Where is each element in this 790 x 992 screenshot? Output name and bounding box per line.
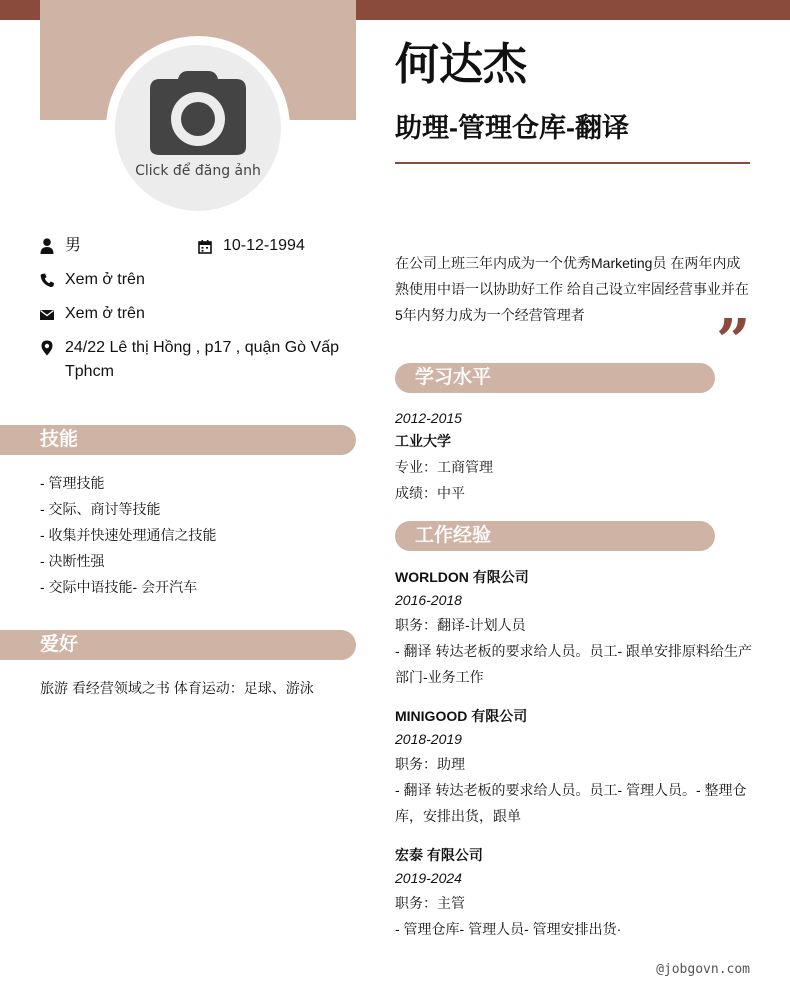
phone-value: Xem ở trên	[65, 271, 145, 288]
job-role: 职务：助理	[395, 756, 465, 772]
objective-line: 5年内努力成为一个经营管理者	[395, 307, 585, 323]
job-description: 库，安排出货，跟单	[395, 808, 521, 824]
gender-value: 男	[65, 237, 82, 254]
hobbies-heading: 爱好	[0, 630, 356, 660]
email-value: Xem ở trên	[65, 305, 145, 322]
objective-line: 在公司上班三年内成为一个优秀Marketing员 在两年内成	[395, 255, 741, 271]
camera-icon	[148, 69, 248, 157]
birthday-row	[198, 234, 356, 258]
job-period: 2018-2019	[395, 731, 462, 747]
job-role: 职务：翻译-计划人员	[395, 617, 526, 633]
job-period: 2019-2024	[395, 870, 462, 886]
job-description: - 翻译 转达老板的要求给人员。员工- 管理人员。- 整理仓	[395, 782, 747, 798]
quote-icon: ”	[716, 307, 751, 377]
watermark: @jobgovn.com	[656, 962, 750, 977]
skill-item: - 交际、商讨等技能	[40, 501, 161, 517]
title-divider	[395, 162, 750, 164]
education-grade: 成绩：中平	[395, 485, 465, 501]
job-period: 2016-2018	[395, 592, 462, 608]
address-row	[40, 336, 356, 384]
email-row	[40, 302, 356, 326]
job-role: 职务：主管	[395, 895, 465, 911]
calendar-icon	[198, 239, 212, 255]
job-company: MINIGOOD 有限公司	[395, 708, 528, 724]
job-company: 宏泰 有限公司	[395, 847, 483, 863]
education-heading: 学习水平	[395, 363, 715, 393]
address-line-1: 24/22 Lê thị Hồng , p17 , quận Gò Vấp	[65, 339, 339, 356]
skills-heading: 技能	[0, 425, 356, 455]
phone-icon	[40, 272, 54, 288]
education-period: 2012-2015	[395, 410, 462, 426]
address-line-2: Tphcm	[65, 363, 114, 380]
envelope-icon	[40, 308, 54, 324]
candidate-name: 何达杰	[395, 40, 527, 89]
objective-text	[395, 250, 755, 328]
user-icon	[40, 238, 54, 254]
experience-heading: 工作经验	[395, 521, 715, 551]
objective-line: 熟使用中语一以协助好工作 给自己设立牢固经营事业并在	[395, 281, 749, 297]
job-description: - 翻译 转达老板的要求给人员。员工- 跟单安排原料给生产	[395, 643, 752, 659]
phone-row	[40, 268, 356, 292]
map-pin-icon	[40, 340, 54, 356]
hobbies-text: 旅游 看经营领域之书 体育运动：足球、游泳	[40, 680, 314, 696]
photo-upload[interactable]	[115, 45, 281, 211]
job-title: 助理-管理仓库-翻译	[395, 113, 629, 143]
skill-item: - 管理技能	[40, 475, 105, 491]
education-school: 工业大学	[395, 433, 451, 449]
skill-item: - 收集并快速处理通信之技能	[40, 527, 217, 543]
education-major: 专业：工商管理	[395, 459, 493, 475]
gender-row	[40, 234, 180, 258]
job-description: 部门-业务工作	[395, 669, 484, 685]
birthday-value: 10-12-1994	[223, 237, 305, 254]
photo-caption: Click để đăng ảnh	[135, 163, 261, 179]
job-company: WORLDON 有限公司	[395, 569, 529, 585]
job-description: - 管理仓库- 管理人员- 管理安排出货·	[395, 921, 622, 937]
skill-item: - 交际中语技能- 会开汽车	[40, 579, 198, 595]
skill-item: - 决断性强	[40, 553, 105, 569]
